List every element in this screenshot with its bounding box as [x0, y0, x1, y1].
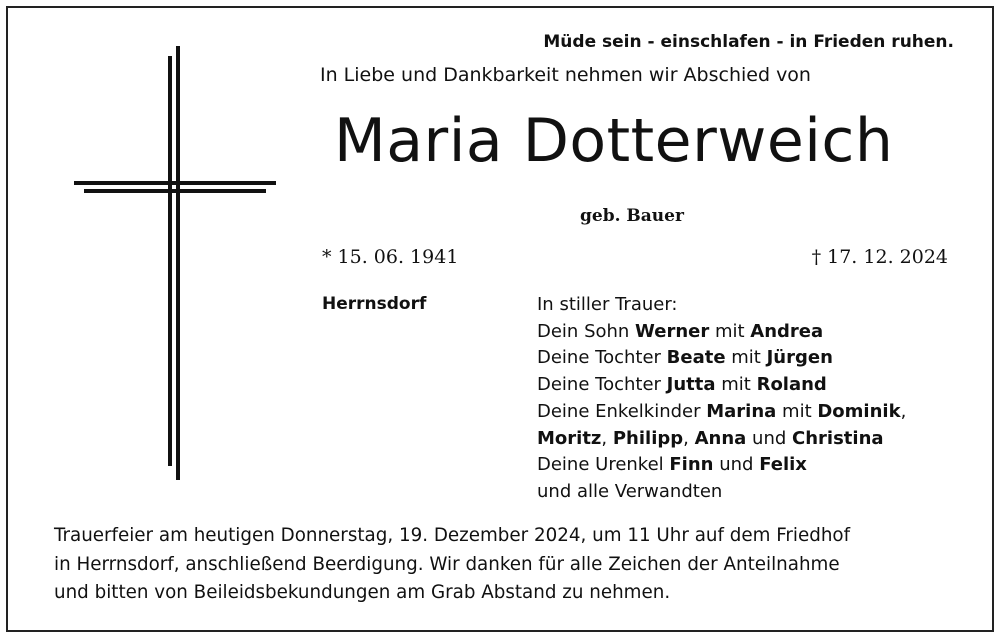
mourner-lines: [537, 319, 906, 506]
mourner-line: [537, 345, 906, 372]
mourner-name: Moritz: [537, 427, 602, 449]
mourner-text: mit: [776, 400, 818, 422]
mourner-name: Jutta: [666, 374, 716, 396]
ceremony-line: in Herrnsdorf, anschließend Beerdigung. Wir danken für alle Zeichen der Anteilnahme: [54, 553, 840, 575]
maiden-name: geb. Bauer: [580, 206, 684, 226]
mourner-text: Deine Enkelkinder: [537, 400, 707, 422]
mourner-text: Deine Urenkel: [537, 454, 670, 476]
cross-icon: [70, 46, 276, 480]
deceased-name: Maria Dotterweich: [334, 106, 894, 176]
mourner-name: Finn: [669, 454, 714, 476]
mourner-name: Christina: [792, 427, 884, 449]
mourner-name: Philipp: [612, 427, 684, 449]
mourner-text: Deine Tochter: [537, 347, 667, 369]
mourner-name: Beate: [666, 347, 726, 369]
mourner-name: Dominik: [817, 400, 901, 422]
ceremony-text: [54, 522, 850, 608]
mourner-line: [537, 372, 906, 399]
mourner-text: und alle Verwandten: [537, 480, 723, 502]
mourner-line: [537, 399, 906, 426]
mourner-line: [537, 426, 906, 453]
motto: Müde sein - einschlafen - in Frieden ruhen.: [543, 32, 954, 52]
birth-date: * 15. 06. 1941: [322, 246, 459, 268]
mourner-name: Marina: [706, 400, 777, 422]
mourner-name: Roland: [756, 374, 827, 396]
mourner-text: und: [746, 427, 793, 449]
ceremony-line: und bitten von Beileidsbekundungen am Grab Abstand zu nehmen.: [54, 582, 671, 603]
mourner-name: Andrea: [750, 320, 824, 342]
mourner-text: ,: [683, 427, 695, 449]
mourner-line: [537, 319, 906, 346]
mourners-list: [537, 292, 906, 506]
mourner-text: Deine Tochter: [537, 374, 667, 396]
ceremony-line: Trauerfeier am heutigen Donnerstag, 19. Dezember 2024, um 11 Uhr auf dem Friedhof: [54, 525, 851, 546]
mourner-text: ,: [601, 427, 613, 449]
death-date: † 17. 12. 2024: [811, 246, 948, 268]
mourner-name: Werner: [635, 320, 710, 342]
mourner-text: mit: [709, 320, 751, 342]
mourner-name: Felix: [759, 454, 807, 476]
mourner-name: Jürgen: [766, 347, 833, 369]
hometown: Herrnsdorf: [322, 294, 427, 314]
mourner-line: [537, 452, 906, 479]
mourner-name: Anna: [694, 427, 747, 449]
mourner-text: mit: [715, 374, 757, 396]
mourner-line: [537, 479, 906, 506]
mourner-text: Dein Sohn: [537, 320, 636, 342]
intro-text: In Liebe und Dankbarkeit nehmen wir Abschied von: [320, 64, 811, 86]
mourner-text: und: [713, 454, 760, 476]
mourner-text: mit: [725, 347, 767, 369]
mourner-text: ,: [900, 400, 907, 422]
mourners-heading: In stiller Trauer:: [537, 294, 678, 315]
